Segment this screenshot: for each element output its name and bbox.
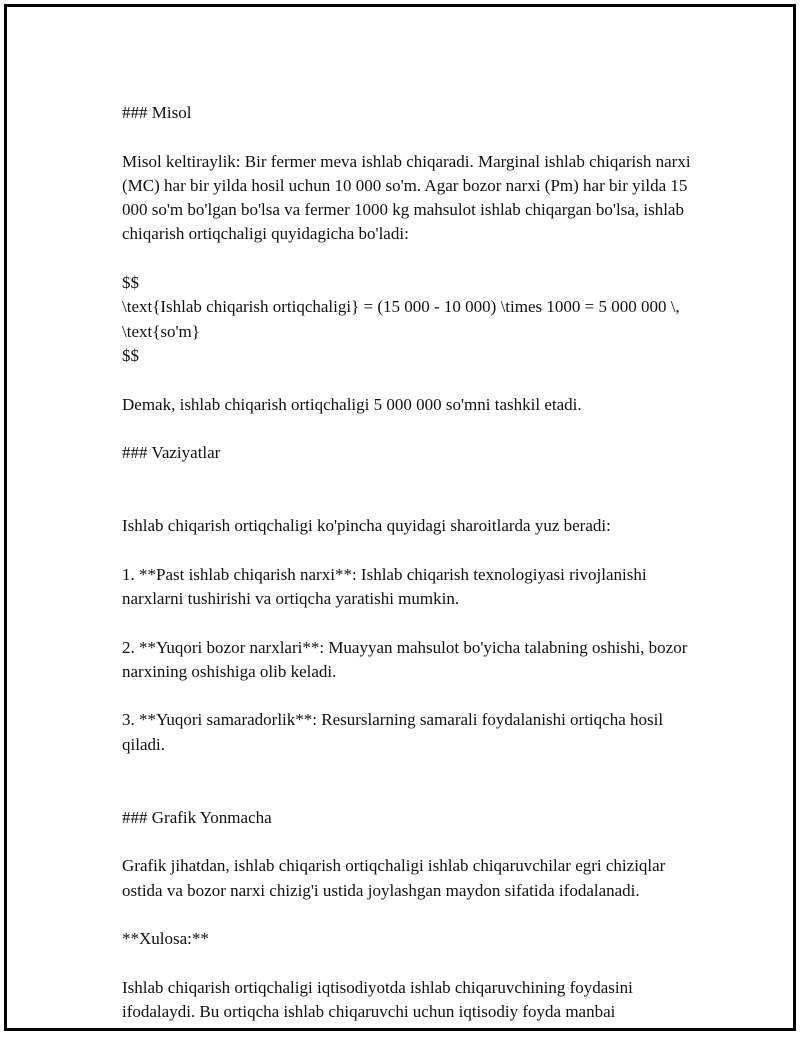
math-formula: \text{Ishlab chiqarish ortiqchaligi} = (15 000 - 10 000) \times 1000 = 5 000 000 \, \text{so'm} [122,297,680,341]
page-frame [4,4,796,1031]
math-delimiter-open: $$ [122,273,139,293]
math-block [122,271,702,368]
list-item: 1. **Past ishlab chiqarish narxi**: Ishlab chiqarish texnologiyasi rivojlanishi narxlarni tushirishi va ortiqcha yaratishi mumkin. [122,564,647,608]
heading-misol: ### Misol [122,103,192,122]
document-body [122,101,702,1049]
paragraph-xulosa: Ishlab chiqarish ortiqchaligi iqtisodiyotda ishlab chiqaruvchining foydasini ifodalaydi. Bu ortiqcha ishlab chiqaruvchi uchun iqtisodiy foyda manbai [122,977,633,1021]
math-delimiter-close: $$ [122,345,139,365]
list-intro: Ishlab chiqarish ortiqchaligi ko'pincha quyidagi sharoitlarda yuz beradi: [122,516,611,536]
heading-vaziyatlar: ### Vaziyatlar [122,443,221,463]
paragraph-grafik: Grafik jihatdan, ishlab chiqarish ortiqchaligi ishlab chiqaruvchilar egri chiziqlar ostida va bozor narxi chizig'i ustida joylashgan maydon sifatida ifodalanadi. [122,856,666,900]
list-item: 2. **Yuqori bozor narxlari**: Muayyan mahsulot bo'yicha talabning oshishi, bozor narxining oshishiga olib keladi. [122,637,688,681]
conditions-list [122,490,702,782]
list-item: 3. **Yuqori samaradorlik**: Resurslarning samarali foydalanishi ortiqcha hosil qiladi. [122,710,664,754]
paragraph-example: Misol keltiraylik: Bir fermer meva ishlab chiqaradi. Marginal ishlab chiqarish narxi (MC) har bir yilda hosil uchun 10 000 so'm. Agar bozor narxi (Pm) har bir yilda 15 000 so'm bo'lgan bo'lsa va fermer 1000 kg mahsulot ishlab chiqargan bo'lsa, ishlab chiqarish ortiqchaligi quyidagicha bo'ladi: [122,151,691,244]
heading-grafik: ### Grafik Yonmacha [122,807,272,827]
heading-xulosa: **Xulosa:** [122,929,209,949]
paragraph-demak: Demak, ishlab chiqarish ortiqchaligi 5 000 000 so'mni tashkil etadi. [122,394,582,414]
